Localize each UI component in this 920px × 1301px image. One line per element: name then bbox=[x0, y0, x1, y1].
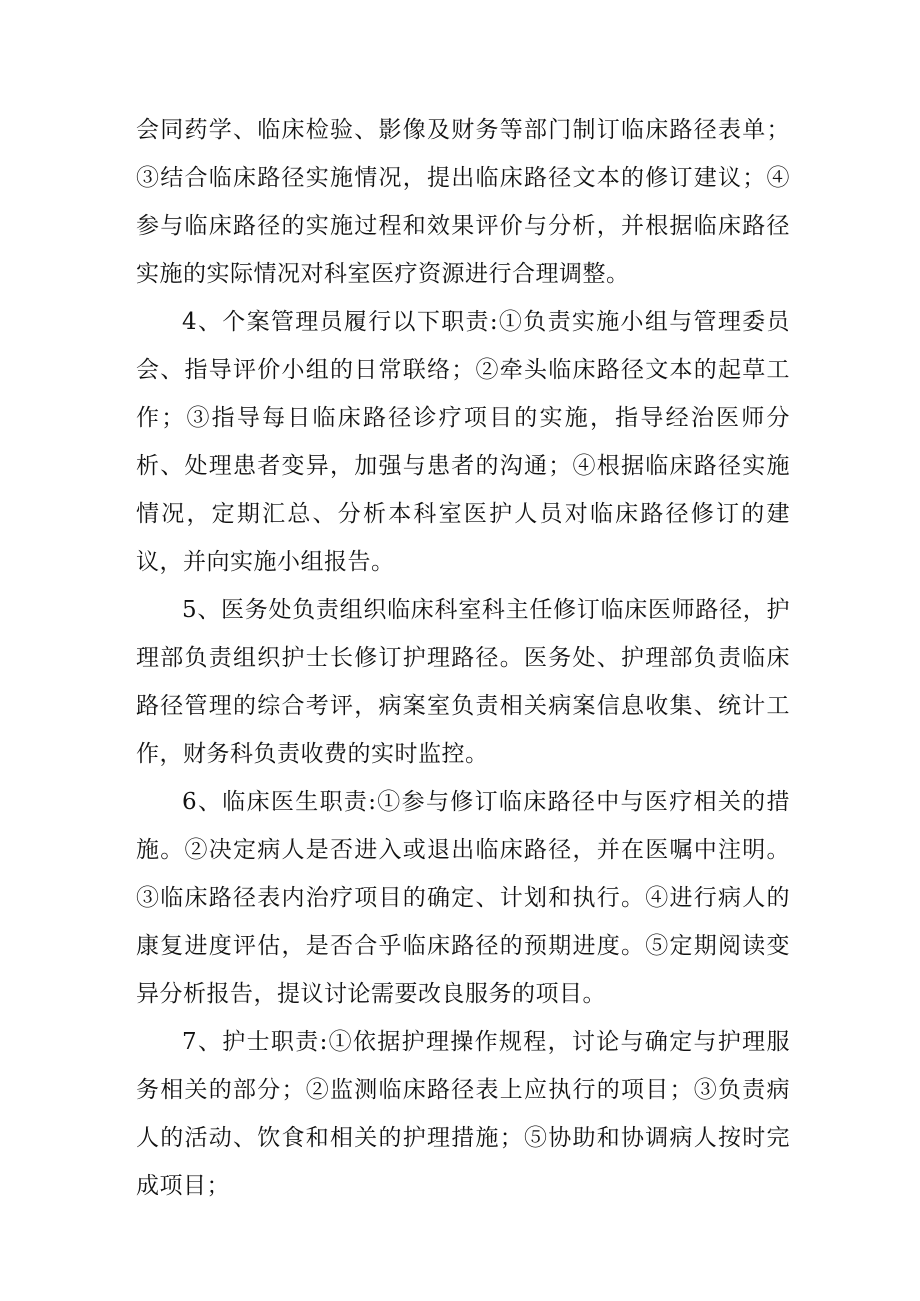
paragraph-continuation: 会同药学、临床检验、影像及财务等部门制订临床路径表单；③结合临床路径实施情况，提出临床路径文本的修订建议；④参与临床路径的实施过程和效果评价与分析，并根据临床路径实施的实际情况对科室医疗资源进行合理调整。 bbox=[136, 117, 790, 287]
paragraph-case-manager-duties: 4、个案管理员履行以下职责:①负责实施小组与管理委员会、指导评价小组的日常联络；②牵头临床路径文本的起草工作；③指导每日临床路径诊疗项目的实施，指导经治医师分析、处理患者变异，加强与患者的沟通；④根据临床路径实施情况，定期汇总、分析本科室医护人员对临床路径修订的建议，并向实施小组报告。 bbox=[136, 309, 790, 575]
document-body bbox=[136, 106, 790, 1210]
paragraph-clinical-doctor-duties: 6、临床医生职责:①参与修订临床路径中与医疗相关的措施。②决定病人是否进入或退出临床路径，并在医嘱中注明。③临床路径表内治疗项目的确定、计划和执行。④进行病人的康复进度评估，是否合乎临床路径的预期进度。⑤定期阅读变异分析报告，提议讨论需要改良服务的项目。 bbox=[136, 789, 790, 1007]
paragraph-medical-affairs-duties: 5、医务处负责组织临床科室科主任修订临床医师路径，护理部负责组织护士长修订护理路径。医务处、护理部负责临床路径管理的综合考评，病案室负责相关病案信息收集、统计工作，财务科负责收费的实时监控。 bbox=[136, 597, 790, 767]
paragraph-nurse-duties: 7、护士职责:①依据护理操作规程，讨论与确定与护理服务相关的部分；②监测临床路径表上应执行的项目；③负责病人的活动、饮食和相关的护理措施；⑤协助和协调病人按时完成项目； bbox=[136, 1029, 790, 1199]
